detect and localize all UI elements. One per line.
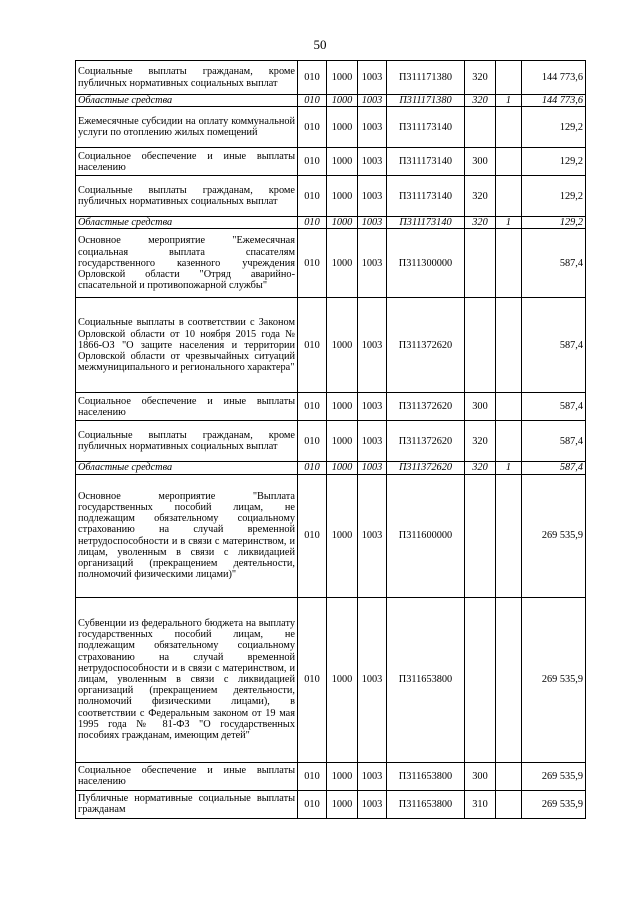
subsection-code-cell: 1003 <box>358 107 387 148</box>
target-article-cell: П311300000 <box>387 229 465 298</box>
grbs-code-cell: 010 <box>298 762 327 790</box>
expense-type-cell: 320 <box>465 421 496 462</box>
section-code-cell: 1000 <box>327 61 358 95</box>
section-code-cell: 1000 <box>327 474 358 597</box>
subsection-code-cell: 1003 <box>358 217 387 229</box>
target-article-cell: П311171380 <box>387 95 465 107</box>
amount-cell: 129,2 <box>522 217 586 229</box>
grbs-code-cell: 010 <box>298 107 327 148</box>
row-name-cell: Основное мероприятие "Выплата государственных пособий лицам, не подлежащим обязательному социальному страхованию на случай временной нетрудоспособности и в связи с материнством, и лицам, уволенным в связи с ликвидацией организаций (прекращением деятельности, полномочий физическими лицами)" <box>76 474 298 597</box>
funding-source-cell <box>496 148 522 176</box>
grbs-code-cell: 010 <box>298 298 327 393</box>
section-code-cell: 1000 <box>327 393 358 421</box>
section-code-cell: 1000 <box>327 421 358 462</box>
target-article-cell: П311171380 <box>387 61 465 95</box>
table-row <box>76 298 586 393</box>
expense-type-cell: 320 <box>465 217 496 229</box>
table-row <box>76 61 586 95</box>
subsection-code-cell: 1003 <box>358 176 387 217</box>
subsection-code-cell: 1003 <box>358 421 387 462</box>
amount-cell: 269 535,9 <box>522 474 586 597</box>
expense-type-cell <box>465 107 496 148</box>
target-article-cell: П311372620 <box>387 462 465 474</box>
target-article-cell: П311653800 <box>387 762 465 790</box>
table-row <box>76 107 586 148</box>
grbs-code-cell: 010 <box>298 393 327 421</box>
row-name-cell: Социальные выплаты гражданам, кроме публичных нормативных социальных выплат <box>76 61 298 95</box>
funding-source-cell <box>496 762 522 790</box>
expense-type-cell: 320 <box>465 462 496 474</box>
expense-type-cell: 300 <box>465 762 496 790</box>
table-row-regional-funds <box>76 95 586 107</box>
funding-source-cell: 1 <box>496 462 522 474</box>
section-code-cell: 1000 <box>327 148 358 176</box>
subsection-code-cell: 1003 <box>358 597 387 762</box>
table-row-regional-funds <box>76 217 586 229</box>
table-row-regional-funds <box>76 462 586 474</box>
funding-source-cell: 1 <box>496 95 522 107</box>
table-row <box>76 790 586 818</box>
funding-source-cell <box>496 176 522 217</box>
expense-type-cell <box>465 474 496 597</box>
row-name-cell: Публичные нормативные социальные выплаты гражданам <box>76 790 298 818</box>
row-name-cell: Областные средства <box>76 462 298 474</box>
funding-source-cell <box>496 393 522 421</box>
grbs-code-cell: 010 <box>298 176 327 217</box>
target-article-cell: П311600000 <box>387 474 465 597</box>
table-row <box>76 474 586 597</box>
expense-type-cell: 320 <box>465 95 496 107</box>
table-row <box>76 229 586 298</box>
subsection-code-cell: 1003 <box>358 393 387 421</box>
page-number: 50 <box>313 37 327 52</box>
target-article-cell: П311653800 <box>387 597 465 762</box>
grbs-code-cell: 010 <box>298 474 327 597</box>
table-row <box>76 176 586 217</box>
funding-source-cell <box>496 474 522 597</box>
funding-source-cell <box>496 597 522 762</box>
amount-cell: 587,4 <box>522 393 586 421</box>
subsection-code-cell: 1003 <box>358 790 387 818</box>
section-code-cell: 1000 <box>327 597 358 762</box>
grbs-code-cell: 010 <box>298 790 327 818</box>
grbs-code-cell: 010 <box>298 421 327 462</box>
expense-type-cell <box>465 298 496 393</box>
target-article-cell: П311653800 <box>387 790 465 818</box>
amount-cell: 587,4 <box>522 229 586 298</box>
amount-cell: 144 773,6 <box>522 61 586 95</box>
funding-source-cell <box>496 790 522 818</box>
subsection-code-cell: 1003 <box>358 229 387 298</box>
table-row <box>76 148 586 176</box>
funding-source-cell <box>496 421 522 462</box>
row-name-cell: Ежемесячные субсидии на оплату коммунальной услуги по отоплению жилых помещений <box>76 107 298 148</box>
section-code-cell: 1000 <box>327 462 358 474</box>
grbs-code-cell: 010 <box>298 462 327 474</box>
subsection-code-cell: 1003 <box>358 762 387 790</box>
row-name-cell: Социальные выплаты гражданам, кроме публичных нормативных социальных выплат <box>76 421 298 462</box>
section-code-cell: 1000 <box>327 107 358 148</box>
row-name-cell: Социальное обеспечение и иные выплаты населению <box>76 762 298 790</box>
amount-cell: 129,2 <box>522 176 586 217</box>
expense-type-cell: 300 <box>465 148 496 176</box>
subsection-code-cell: 1003 <box>358 474 387 597</box>
subsection-code-cell: 1003 <box>358 95 387 107</box>
section-code-cell: 1000 <box>327 95 358 107</box>
target-article-cell: П311372620 <box>387 393 465 421</box>
row-name-cell: Областные средства <box>76 95 298 107</box>
section-code-cell: 1000 <box>327 298 358 393</box>
subsection-code-cell: 1003 <box>358 462 387 474</box>
funding-source-cell <box>496 61 522 95</box>
row-name-cell: Социальное обеспечение и иные выплаты населению <box>76 148 298 176</box>
grbs-code-cell: 010 <box>298 597 327 762</box>
grbs-code-cell: 010 <box>298 229 327 298</box>
subsection-code-cell: 1003 <box>358 61 387 95</box>
subsection-code-cell: 1003 <box>358 148 387 176</box>
section-code-cell: 1000 <box>327 176 358 217</box>
row-name-cell: Основное мероприятие "Ежемесячная социальная выплата спасателям государственного казенного учреждения Орловской области "Отряд аварийно-спасательной и противопожарной службы" <box>76 229 298 298</box>
amount-cell: 269 535,9 <box>522 790 586 818</box>
amount-cell: 144 773,6 <box>522 95 586 107</box>
table-row <box>76 762 586 790</box>
section-code-cell: 1000 <box>327 229 358 298</box>
subsection-code-cell: 1003 <box>358 298 387 393</box>
target-article-cell: П311173140 <box>387 148 465 176</box>
target-article-cell: П311173140 <box>387 107 465 148</box>
grbs-code-cell: 010 <box>298 148 327 176</box>
target-article-cell: П311173140 <box>387 176 465 217</box>
amount-cell: 587,4 <box>522 462 586 474</box>
expense-type-cell <box>465 229 496 298</box>
amount-cell: 129,2 <box>522 107 586 148</box>
funding-source-cell <box>496 229 522 298</box>
grbs-code-cell: 010 <box>298 217 327 229</box>
expense-type-cell <box>465 597 496 762</box>
budget-table <box>75 60 586 819</box>
row-name-cell: Социальное обеспечение и иные выплаты населению <box>76 393 298 421</box>
funding-source-cell <box>496 298 522 393</box>
amount-cell: 129,2 <box>522 148 586 176</box>
funding-source-cell: 1 <box>496 217 522 229</box>
funding-source-cell <box>496 107 522 148</box>
row-name-cell: Субвенции из федерального бюджета на выплату государственных пособий лицам, не подлежащим обязательному социальному страхованию на случай временной нетрудоспособности и в связи с материнством, и лицам, уволенным в связи с ликвидацией организаций (прекращением деятельности, полномочий физическими лицами), в соответствии с Федеральным законом от 19 мая 1995 года № 81-ФЗ "О государственных пособиях гражданам, имеющим детей" <box>76 597 298 762</box>
expense-type-cell: 300 <box>465 393 496 421</box>
expense-type-cell: 310 <box>465 790 496 818</box>
target-article-cell: П311173140 <box>387 217 465 229</box>
amount-cell: 587,4 <box>522 298 586 393</box>
amount-cell: 269 535,9 <box>522 597 586 762</box>
row-name-cell: Областные средства <box>76 217 298 229</box>
section-code-cell: 1000 <box>327 790 358 818</box>
expense-type-cell: 320 <box>465 61 496 95</box>
section-code-cell: 1000 <box>327 762 358 790</box>
target-article-cell: П311372620 <box>387 421 465 462</box>
table-row <box>76 597 586 762</box>
table-row <box>76 393 586 421</box>
target-article-cell: П311372620 <box>387 298 465 393</box>
amount-cell: 269 535,9 <box>522 762 586 790</box>
amount-cell: 587,4 <box>522 421 586 462</box>
row-name-cell: Социальные выплаты в соответствии с Законом Орловской области от 10 ноября 2015 года № 1866-ОЗ "О защите населения и территории Орловской области от чрезвычайных ситуаций межмуниципального и регионального характера" <box>76 298 298 393</box>
row-name-cell: Социальные выплаты гражданам, кроме публичных нормативных социальных выплат <box>76 176 298 217</box>
expense-type-cell: 320 <box>465 176 496 217</box>
table-row <box>76 421 586 462</box>
grbs-code-cell: 010 <box>298 95 327 107</box>
section-code-cell: 1000 <box>327 217 358 229</box>
grbs-code-cell: 010 <box>298 61 327 95</box>
